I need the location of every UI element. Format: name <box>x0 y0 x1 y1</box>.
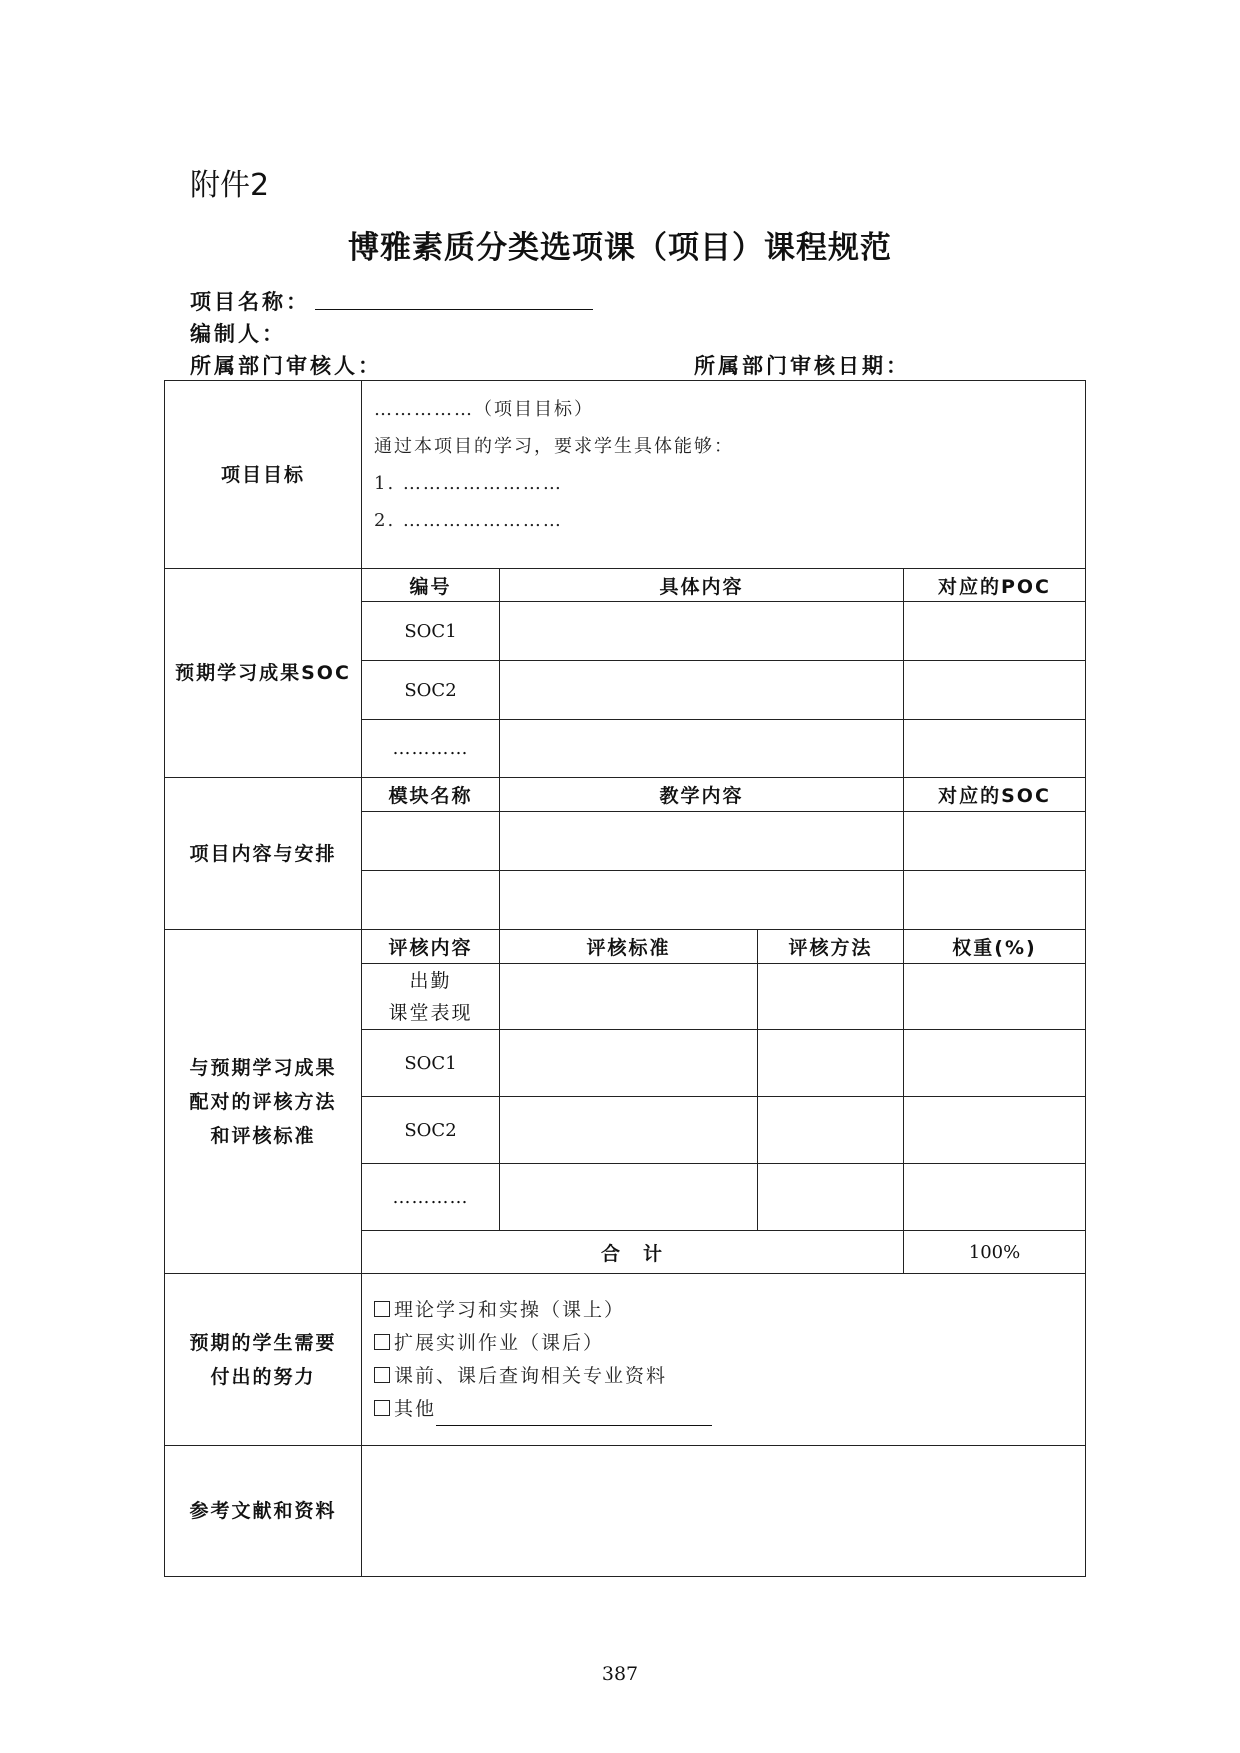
module-cell[interactable] <box>362 871 500 930</box>
teaching-cell[interactable] <box>500 812 904 871</box>
effort-option[interactable] <box>374 1360 1085 1393</box>
project-name-label: 项目名称： <box>190 290 310 314</box>
assessment-label-line: 配对的评核方法 <box>189 1090 337 1113</box>
course-spec-table <box>164 380 1086 1577</box>
soc-label: 预期学习成果SOC <box>165 569 362 778</box>
soc-content-cell[interactable] <box>500 661 904 720</box>
effort-option-label: 课前、课后查询相关专业资料 <box>394 1364 668 1387</box>
content-soc-cell[interactable] <box>904 871 1086 930</box>
page-number: 387 <box>601 1663 639 1685</box>
effort-option-label: 其他 <box>394 1397 437 1420</box>
criteria-cell[interactable] <box>500 964 758 1030</box>
module-cell[interactable] <box>362 812 500 871</box>
assessment-header-method: 评核方法 <box>758 930 904 964</box>
goal-line: ……………（项目目标） <box>374 399 594 420</box>
references-cell[interactable] <box>362 1446 1086 1577</box>
weight-cell[interactable] <box>904 1097 1086 1164</box>
effort-option[interactable] <box>374 1327 1085 1360</box>
criteria-cell[interactable] <box>500 1164 758 1231</box>
weight-cell[interactable] <box>904 1164 1086 1231</box>
attachment-label: 附件2 <box>190 168 270 203</box>
references-label: 参考文献和资料 <box>165 1446 362 1577</box>
project-name-field[interactable] <box>315 309 593 310</box>
effort-option[interactable] <box>374 1393 1085 1426</box>
effort-option-label: 理论学习和实操（课上） <box>394 1298 626 1321</box>
document-title: 博雅素质分类选项课（项目）课程规范 <box>348 230 892 266</box>
reviewer-label: 所属部门审核人： <box>190 354 382 378</box>
soc-content-cell[interactable] <box>500 602 904 661</box>
goal-label: 项目目标 <box>165 381 362 569</box>
criteria-cell[interactable] <box>500 1097 758 1164</box>
assessment-item: SOC2 <box>362 1097 500 1164</box>
goal-row <box>165 381 1086 569</box>
goal-content[interactable] <box>362 381 1086 569</box>
review-date-label: 所属部门审核日期： <box>694 354 910 378</box>
effort-options <box>362 1274 1086 1446</box>
checkbox-icon[interactable] <box>374 1301 390 1317</box>
checkbox-icon[interactable] <box>374 1367 390 1383</box>
weight-cell[interactable] <box>904 964 1086 1030</box>
assessment-header-criteria: 评核标准 <box>500 930 758 964</box>
teaching-cell[interactable] <box>500 871 904 930</box>
weight-cell[interactable] <box>904 1030 1086 1097</box>
content-soc-cell[interactable] <box>904 812 1086 871</box>
method-cell[interactable] <box>758 1164 904 1231</box>
editor-label: 编制人： <box>190 322 286 346</box>
content-header-teaching: 教学内容 <box>500 778 904 812</box>
goal-line: 2. …………………… <box>374 510 563 531</box>
method-cell[interactable] <box>758 964 904 1030</box>
total-label: 合 计 <box>362 1231 904 1274</box>
assessment-item <box>362 964 500 1030</box>
effort-option[interactable] <box>374 1294 1085 1327</box>
assessment-label <box>165 930 362 1274</box>
goal-line: 通过本项目的学习，要求学生具体能够： <box>374 436 734 457</box>
checkbox-icon[interactable] <box>374 1334 390 1350</box>
total-value: 100% <box>904 1231 1086 1274</box>
method-cell[interactable] <box>758 1097 904 1164</box>
checkbox-icon[interactable] <box>374 1400 390 1416</box>
effort-option-label: 扩展实训作业（课后） <box>394 1331 605 1354</box>
goal-line: 1. …………………… <box>374 473 563 494</box>
soc-header-poc: 对应的POC <box>904 569 1086 602</box>
soc-content-cell[interactable] <box>500 720 904 778</box>
effort-label-line: 付出的努力 <box>210 1365 316 1388</box>
assessment-header-weight: 权重(%) <box>904 930 1086 964</box>
assessment-header-content: 评核内容 <box>362 930 500 964</box>
assessment-item-line: 课堂表现 <box>388 1001 473 1024</box>
criteria-cell[interactable] <box>500 1030 758 1097</box>
soc-poc-cell[interactable] <box>904 720 1086 778</box>
soc-header-id: 编号 <box>362 569 500 602</box>
assessment-item: SOC1 <box>362 1030 500 1097</box>
content-header-soc: 对应的SOC <box>904 778 1086 812</box>
soc-id: ………… <box>362 720 500 778</box>
soc-poc-cell[interactable] <box>904 602 1086 661</box>
soc-header-content: 具体内容 <box>500 569 904 602</box>
content-label: 项目内容与安排 <box>165 778 362 930</box>
assessment-item-line: 出勤 <box>409 969 452 992</box>
method-cell[interactable] <box>758 1030 904 1097</box>
soc-poc-cell[interactable] <box>904 661 1086 720</box>
assessment-item: ………… <box>362 1164 500 1231</box>
other-field[interactable] <box>436 1403 712 1426</box>
assessment-label-line: 和评核标准 <box>210 1124 316 1147</box>
content-header-module: 模块名称 <box>362 778 500 812</box>
assessment-label-line: 与预期学习成果 <box>189 1056 337 1079</box>
effort-label-line: 预期的学生需要 <box>189 1331 337 1354</box>
soc-id: SOC2 <box>362 661 500 720</box>
effort-label <box>165 1274 362 1446</box>
soc-id: SOC1 <box>362 602 500 661</box>
